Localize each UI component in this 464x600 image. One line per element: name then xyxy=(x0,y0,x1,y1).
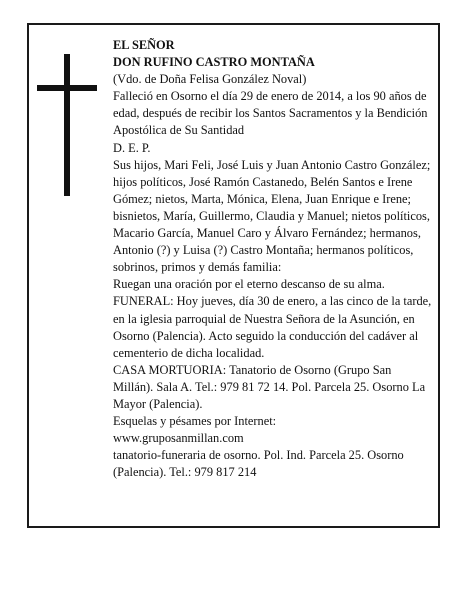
prayer-request: Ruegan una oración por el eterno descanso de su alma. xyxy=(113,277,385,292)
website-link[interactable]: www.gruposanmillan.com xyxy=(113,431,244,446)
internet-label: Esquelas y pésames por Internet: xyxy=(113,414,277,429)
heading-title: EL SEÑOR xyxy=(113,38,175,52)
cross-icon-horizontal-bar xyxy=(37,85,97,91)
mortuary-info: CASA MORTUORIA: Tanatorio de Osorno (Grupo San Millán). Sala A. Tel.: 979 81 72 14. Pol. Parcela 25. Osorno La Mayor (Palencia). xyxy=(113,362,426,411)
deceased-name: DON RUFINO CASTRO MONTAÑA xyxy=(113,55,315,70)
rest-in-peace: D. E. P. xyxy=(113,140,151,155)
cross-icon-vertical-bar xyxy=(64,54,70,196)
footer-contact: tanatorio-funeraria de osorno. Pol. Ind. Parcela 25. Osorno (Palencia). Tel.: 979 817 214 xyxy=(113,448,404,480)
widower-line: (Vdo. de Doña Felisa González Noval) xyxy=(113,72,307,87)
funeral-info: FUNERAL: Hoy jueves, día 30 de enero, a las cinco de la tarde, en la iglesia parroquial de Nuestra Señora de la Asunción, en Osorno (Palencia). Acto seguido la conducción del cadáver al cementerio de dicha localidad. xyxy=(113,294,432,360)
obituary-text xyxy=(113,37,433,481)
death-announcement: Falleció en Osorno el día 29 de enero de 2014, a los 90 años de edad, después de recibir los Santos Sacramentos y la Bendición Apostólica de Su Santidad xyxy=(113,89,428,138)
family-list: Sus hijos, Mari Feli, José Luis y Juan Antonio Castro González; hijos políticos, José Ramón Castanedo, Belén Santos e Irene Gómez; nietos, Marta, Mónica, Elena, Juan Enrique e Irene; bisnietos, María, Guillermo, Claudia y Manuel; nietos políticos, Macario García, Manuel Caro y Álvaro Fernández; hermanos, Antonio (?) y Luisa (?) Castro Montaña; hermanos políticos, sobrinos, primos y demás familia: xyxy=(113,157,431,275)
